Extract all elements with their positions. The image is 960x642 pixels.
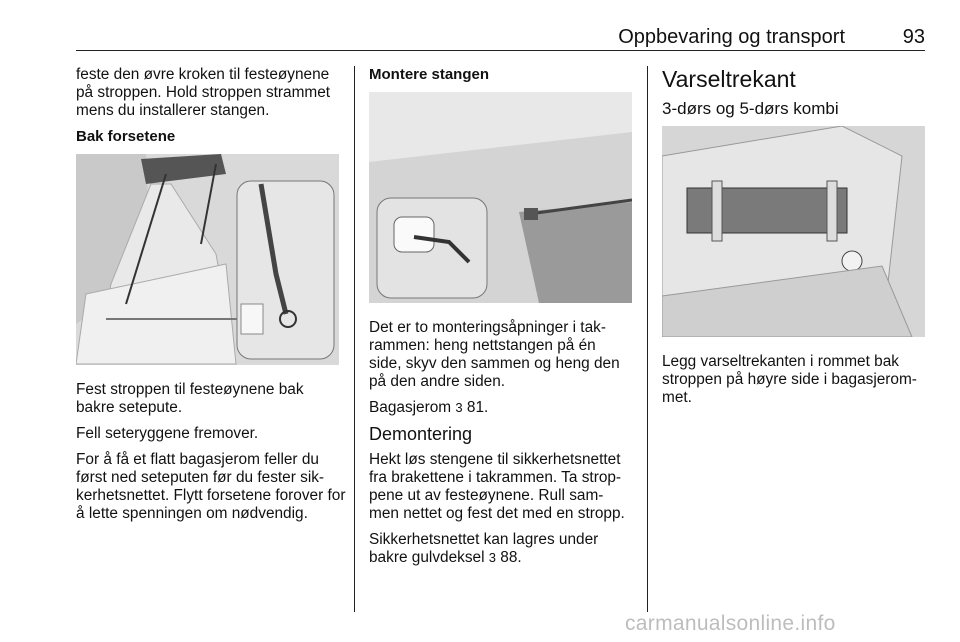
intro-text: feste den øvre kroken til festeøynene på stroppen. Hold stroppen strammet mens du installerer stangen. — [76, 66, 331, 119]
col3-paragraph-1: Legg varseltrekanten i rommet bak stroppen på høyre side i bagasjerom-met. — [662, 353, 917, 406]
column-divider-1 — [354, 66, 355, 612]
col2-paragraph-1: Det er to monteringsåpninger i tak-rammen: heng nettstangen på én side, skyv den sammen og heng den på den andre siden. — [369, 319, 620, 390]
reference-arrow-icon: 3 — [455, 400, 463, 415]
column-3 — [662, 66, 925, 415]
heading-montere-stangen: Montere stangen — [369, 66, 490, 83]
page-header — [76, 26, 925, 50]
col1-paragraph-1: Fest stroppen til festeøynene bak bakre setepute. — [76, 381, 304, 416]
ref-page-88: 88. — [500, 549, 522, 566]
ref-page-81: 81. — [466, 399, 489, 416]
col2-reference-1 — [369, 399, 632, 417]
column-1 — [76, 66, 346, 531]
heading-bak-forsetene: Bak forsetene — [76, 128, 176, 145]
col2-paragraph-2: Hekt løs stengene til sikkerhetsnettet fra brakettene i takrammen. Ta strop-pene ut av festeøynene. Rull sam-men nettet og fest det med en stropp. — [369, 451, 625, 522]
col1-paragraph-3: For å få et flatt bagasjerom feller du først ned seteputen før du fester sik-kerhetsnettet. Flytt forsetene forover for å lette spenningen om nødvendig. — [76, 451, 346, 522]
subheading-3-og-5-dors-kombi: 3-dørs og 5-dørs kombi — [662, 99, 839, 118]
reference-arrow-icon: 3 — [488, 550, 497, 565]
column-2 — [369, 66, 632, 575]
page-number: 93 — [902, 26, 925, 48]
heading-demontering: Demontering — [369, 424, 473, 444]
section-title: Oppbevaring og transport — [618, 26, 845, 48]
column-divider-2 — [647, 66, 648, 612]
heading-varseltrekant: Varseltrekant — [662, 66, 796, 92]
col2-paragraph-3 — [369, 531, 632, 567]
storage-text: Sikkerhetsnettet kan lagres under bakre gulvdeksel — [369, 531, 599, 566]
mount-bar-illustration — [369, 92, 632, 303]
ref-label-bagasjerom: Bagasjerom — [369, 399, 452, 416]
col1-paragraph-2: Fell seteryggene fremover. — [76, 425, 259, 442]
header-rule — [76, 50, 925, 51]
watermark: carmanualsonline.info — [625, 612, 836, 635]
rear-seat-strap-illustration — [76, 154, 339, 365]
warning-triangle-storage-illustration — [662, 126, 925, 337]
